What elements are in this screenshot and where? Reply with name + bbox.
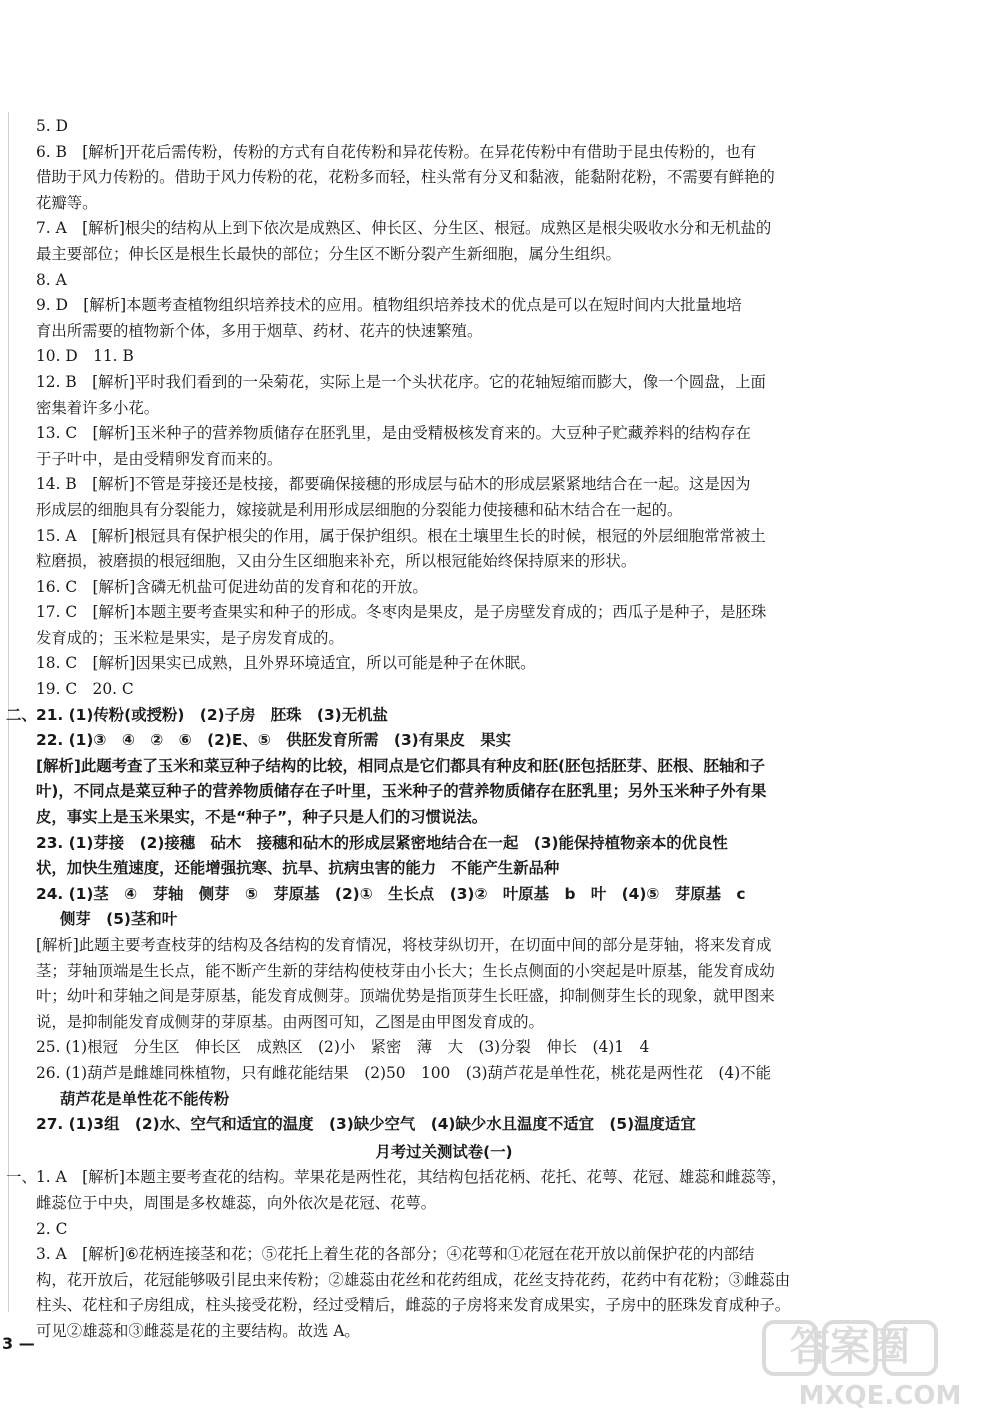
answer-line: 27. (1)3组 (2)水、空气和适宜的温度 (3)缺少空气 (4)缺少水且温度不适宜 (5)温度适宜 — [36, 1115, 696, 1134]
watermark-logo-icon — [760, 1318, 990, 1410]
answer-line: 密集着许多小花。 — [36, 398, 160, 417]
answer-line: 发育成的；玉米粒是果实，是子房发育成的。 — [36, 628, 344, 647]
answer-line: 13. C [解析]玉米种子的营养物质储存在胚乳里，是由受精极核发育来的。大豆种子贮藏养料的结构存在 — [36, 424, 751, 443]
watermark-text: 答案圈 — [790, 1324, 910, 1370]
answer-line: 构，花开放后，花冠能够吸引昆虫来传粉；②雄蕊由花丝和花药组成，花丝支持花药，花药中有花粉；③雌蕊由 — [36, 1270, 791, 1289]
answer-line: 26. (1)葫芦是雌雄同株植物，只有雌花能结果 (2)50 100 (3)葫芦花是单性花，桃花是两性花 (4)不能 — [36, 1063, 771, 1082]
answer-line: 17. C [解析]本题主要考查果实和种子的形成。冬枣肉是果皮，是子房壁发育成的；西瓜子是种子，是胚珠 — [36, 603, 767, 622]
answer-line: 19. C 20. C — [36, 680, 134, 699]
answer-line: 22. (1)③ ④ ② ⑥ (2)E、⑤ 供胚发育所需 (3)有果皮 果实 — [36, 731, 512, 750]
section-one-mark: 一、 — [6, 1168, 37, 1187]
answer-line: 借助于风力传粉的。借助于风力传粉的花，花粉多而轻，柱头常有分叉和黏液，能黏附花粉，不需要有鲜艳的 — [36, 168, 775, 187]
answer-line: 6. B [解析]开花后需传粉，传粉的方式有自花传粉和异花传粉。在异花传粉中有借助于昆虫传粉的，也有 — [36, 142, 757, 161]
answer-line: 叶；幼叶和芽轴之间是芽原基，能发育成侧芽。顶端优势是指顶芽生长旺盛，抑制侧芽生长的现象，就甲图来 — [36, 987, 775, 1006]
test-heading: 月考过关测试卷(一) — [375, 1142, 513, 1161]
answer-line: 16. C [解析]含磷无机盐可促进幼苗的发育和花的开放。 — [36, 577, 428, 596]
answer-line: 8. A — [36, 270, 67, 289]
answer-line: 最主要部位；伸长区是根生长最快的部位；分生区不断分裂产生新细胞，属分生组织。 — [36, 244, 621, 263]
answer-line: 10. D 11. B — [36, 347, 134, 366]
answer-line: 3. A [解析]⑥花柄连接茎和花；⑤花托上着生花的各部分；④花萼和①花冠在花开放以前保护花的内部结 — [36, 1245, 755, 1264]
answer-line: 育出所需要的植物新个体，多用于烟草、药材、花卉的快速繁殖。 — [36, 321, 483, 340]
answers-part-two — [36, 703, 852, 908]
page-number: 3 — — [2, 1334, 35, 1353]
answers-part-four — [36, 1165, 852, 1344]
answer-line: 9. D [解析]本题考查植物组织培养技术的应用。植物组织培养技术的优点是可以在短时间内大批量地培 — [36, 296, 742, 315]
answer-line: 18. C [解析]因果实已成熟，且外界环境适宜，所以可能是种子在休眠。 — [36, 654, 536, 673]
answer-line: 7. A [解析]根尖的结构从上到下依次是成熟区、伸长区、分生区、根冠。成熟区是根尖吸收水分和无机盐的 — [36, 219, 772, 238]
answer-line: 2. C — [36, 1219, 68, 1238]
answer-line: 23. (1)芽接 (2)接穗 砧木 接穗和砧木的形成层紧密地结合在一起 (3)能保持植物亲本的优良性 — [36, 833, 728, 852]
answer-line: 24. (1)茎 ④ 芽轴 侧芽 ⑤ 芽原基 (2)① 生长点 (3)② 叶原基 b 叶 (4)⑤ 芽原基 c — [36, 884, 746, 903]
answer-line: 侧芽 (5)茎和叶 — [60, 910, 178, 929]
answer-line: 雌蕊位于中央，周围是多枚雄蕊，向外依次是花冠、花萼。 — [36, 1193, 437, 1212]
answer-line: 可见②雄蕊和③雌蕊是花的主要结构。故选 A。 — [36, 1321, 360, 1340]
section-one — [6, 1165, 852, 1344]
answer-line: 粒磨损，被磨损的根冠细胞，又由分生区细胞来补充，所以根冠能始终保持原来的形状。 — [36, 552, 637, 571]
answer-line: [解析]此题考查了玉米和菜豆种子结构的比较，相同点是它们都具有种皮和胚(胚包括胚芽、胚根、胚轴和子 — [36, 756, 766, 775]
answer-line: 柱头、花柱和子房组成，柱头接受花粉，经过受精后，雌蕊的子房将来发育成果实，子房中的胚珠发育成种子。 — [36, 1296, 791, 1315]
answer-line: 25. (1)根冠 分生区 伸长区 成熟区 (2)小 紧密 薄 大 (3)分裂 伸长 (4)1 4 — [36, 1038, 650, 1057]
answer-line: 形成层的细胞具有分裂能力，嫁接就是利用形成层细胞的分裂能力使接穗和砧木结合在一起的。 — [36, 500, 683, 519]
answer-line: 皮，事实上是玉米果实，不是“种子”，种子只是人们的习惯说法。 — [36, 808, 488, 827]
section-two — [6, 703, 852, 908]
answer-line: 15. A [解析]根冠具有保护根尖的作用，属于保护组织。根在土壤里生长的时候，根冠的外层细胞常常被土 — [36, 526, 766, 545]
answer-line: 状，加快生殖速度，还能增强抗寒、抗旱、抗病虫害的能力 不能产生新品种 — [36, 859, 560, 878]
answer-line: 说，是抑制能发育成侧芽的芽原基。由两图可知，乙图是由甲图发育成的。 — [36, 1012, 544, 1031]
answer-line: 14. B [解析]不管是芽接还是枝接，都要确保接穗的形成层与砧木的形成层紧紧地结合在一起。这是因为 — [36, 475, 751, 494]
answers-part-three — [36, 933, 852, 1087]
answer-content — [6, 114, 852, 1345]
section-two-mark: 二、 — [6, 705, 37, 724]
answer-line: 于子叶中，是由受精卵发育而来的。 — [36, 449, 283, 468]
answers-part-one — [36, 114, 852, 703]
answer-line: 茎；芽轴顶端是生长点，能不断产生新的芽结构使枝芽由小长大；生长点侧面的小突起是叶原基，能发育成幼 — [36, 961, 775, 980]
answer-line: 12. B [解析]平时我们看到的一朵菊花，实际上是一个头状花序。它的花轴短缩而膨大，像一个圆盘，上面 — [36, 372, 766, 391]
answer-line: 葫芦花是单性花不能传粉 — [60, 1089, 230, 1108]
watermark-url: MXQE.COM — [798, 1381, 962, 1410]
answer-line: 5. D — [36, 117, 68, 135]
answer-line: 21. (1)传粉(或授粉) (2)子房 胚珠 (3)无机盐 — [36, 705, 388, 724]
answer-line: 花瓣等。 — [36, 193, 98, 212]
answer-line: 1. A [解析]本题主要考查花的结构。苹果花是两性花，其结构包括花柄、花托、花萼、花冠、雄蕊和雌蕊等， — [36, 1168, 787, 1187]
answer-line: 叶)，不同点是菜豆种子的营养物质储存在子叶里，玉米种子的营养物质储存在胚乳里；另外玉米种子外有果 — [36, 782, 767, 801]
answer-line: [解析]此题主要考查枝芽的结构及各结构的发育情况，将枝芽纵切开，在切面中间的部分是芽轴，将来发育成 — [36, 936, 772, 954]
